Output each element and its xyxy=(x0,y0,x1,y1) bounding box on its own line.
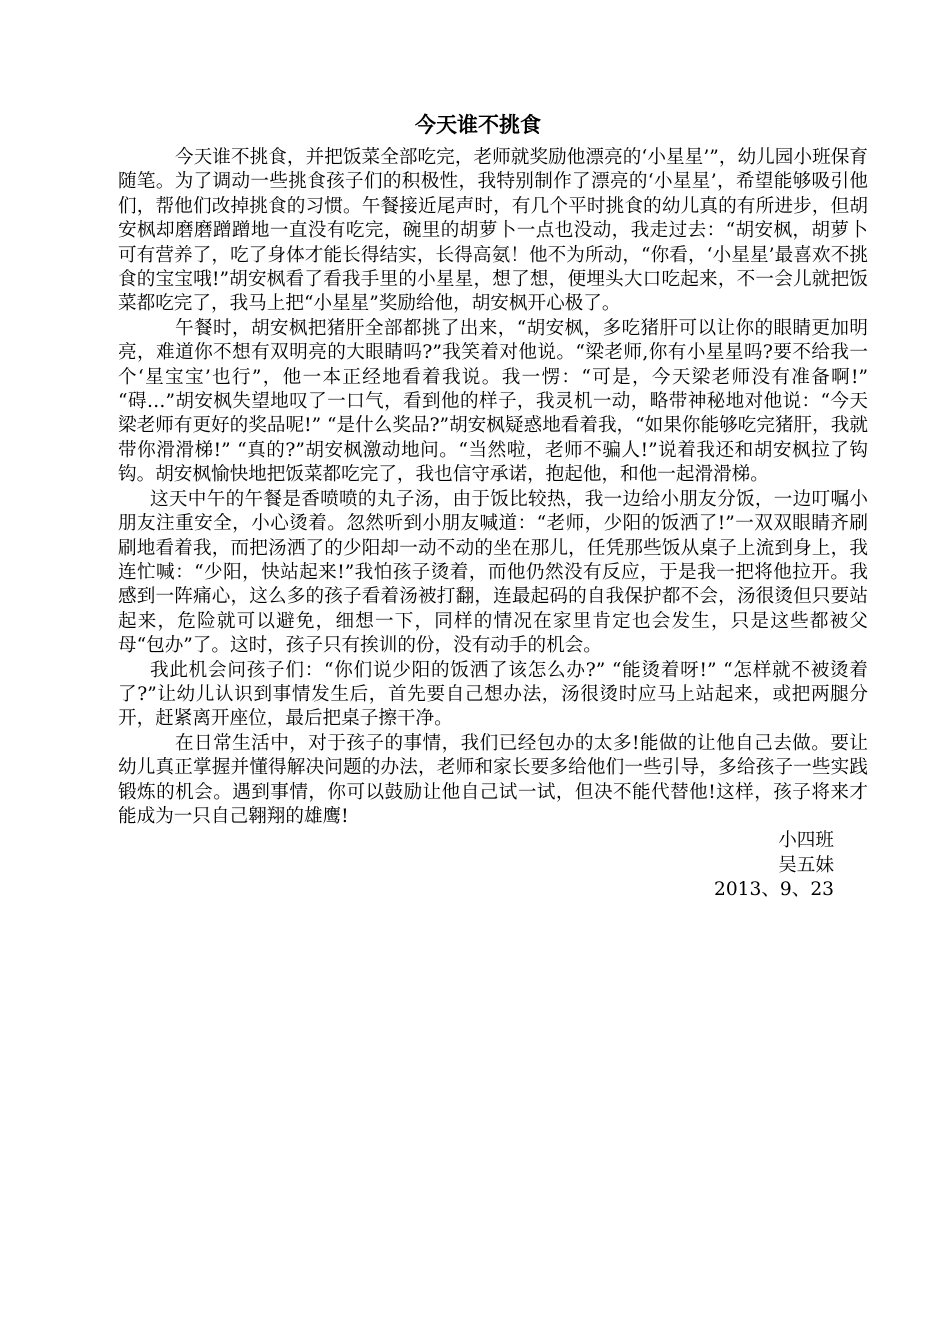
paragraph-2: 午餐时，胡安枫把猪肝全部都挑了出来，“胡安枫，多吃猪肝可以让你的眼睛更加明亮，难道你不想有双明亮的大眼睛吗?”我笑着对他说。“梁老师,你有小星星吗?要不给我一个‘星宝宝’也行”，他一本正经地看着我说。我一愣：“可是，今天梁老师没有准备啊!” “碍…”胡安枫失望地叹了一口气，看到他的样子，我灵机一动，略带神秘地对他说：“今天梁老师有更好的奖品呢!” “是什么奖品?”胡安枫疑惑地看着我，“如果你能够吃完猪肝，我就带你滑滑梯!” “真的?”胡安枫激动地问。“当然啦，老师不骗人!”说着我还和胡安枫拉了钩钩。胡安枫愉快地把饭菜都吃完了，我也信守承诺，抱起他，和他一起滑滑梯。 xyxy=(118,317,868,486)
paragraph-1: 今天谁不挑食，并把饭菜全部吃完，老师就奖励他漂亮的‘小星星’”，幼儿园小班保育随笔。为了调动一些挑食孩子们的积极性，我特别制作了漂亮的‘小星星’，希望能够吸引他们，帮他们改掉挑食的习惯。午餐接近尾声时，有几个平时挑食的幼儿真的有所进步，但胡安枫却磨磨蹭蹭地一直没有吃完，碗里的胡萝卜一点也没动，我走过去：“胡安枫，胡萝卜可有营养了，吃了身体才能长得结实，长得高氨！他不为所动，“你看，‘小星星’最喜欢不挑食的宝宝哦!”胡安枫看了看我手里的小星星，想了想，便埋头大口吃起来，不一会儿就把饭菜都吃完了，我马上把“小星星”奖励给他，胡安枫开心极了。 xyxy=(118,147,869,315)
paragraph-5: 在日常生活中，对于孩子的事情，我们已经包办的太多!能做的让他自己去做。要让幼儿真正掌握并懂得解决问题的办法，老师和家长要多给他们一些引导，多给孩子一些实践锻炼的机会。遇到事情，你可以鼓励让他自己试一试，但决不能代替他!这样，孩子将来才能成为一只自己翱翔的雄鹰! xyxy=(118,732,868,827)
document-title: 今天谁不挑食 xyxy=(415,113,541,137)
document-page xyxy=(118,110,868,903)
signature-class: 小四班 xyxy=(778,830,834,852)
paragraph-3: 这天中午的午餐是香喷喷的丸子汤，由于饭比较热，我一边给小朋友分饭，一边叮嘱小朋友注重安全，小心烫着。忽然听到小朋友喊道：“老师，少阳的饭洒了!”一双双眼睛齐刷刷地看着我，而把汤洒了的少阳却一动不动的坐在那儿，任凭那些饭从桌子上流到身上，我连忙喊：“少阳，快站起来!”我怕孩子烫着，而他仍然没有反应，于是我一把将他拉开。我感到一阵痛心，这么多的孩子看着汤被打翻，连最起码的自我保护都不会，汤很烫但只要站起来，危险就可以避免，细想一下，同样的情况在家里肯定也会发生，只是这些都被父母“包办”了。这时，孩子只有挨训的份，没有动手的机会。 xyxy=(118,488,868,657)
signature-author: 吴五妹 xyxy=(778,854,834,876)
paragraph-4: 我此机会问孩子们：“你们说少阳的饭洒了该怎么办?” “能烫着呀!” “怎样就不被烫着了?”让幼儿认识到事情发生后，首先要自己想办法，汤很烫时应马上站起来，或把两腿分开，赶紧离开座位，最后把桌子擦干净。 xyxy=(118,659,868,730)
signature-date: 2013、9、23 xyxy=(714,879,834,901)
signature-block xyxy=(118,829,868,902)
